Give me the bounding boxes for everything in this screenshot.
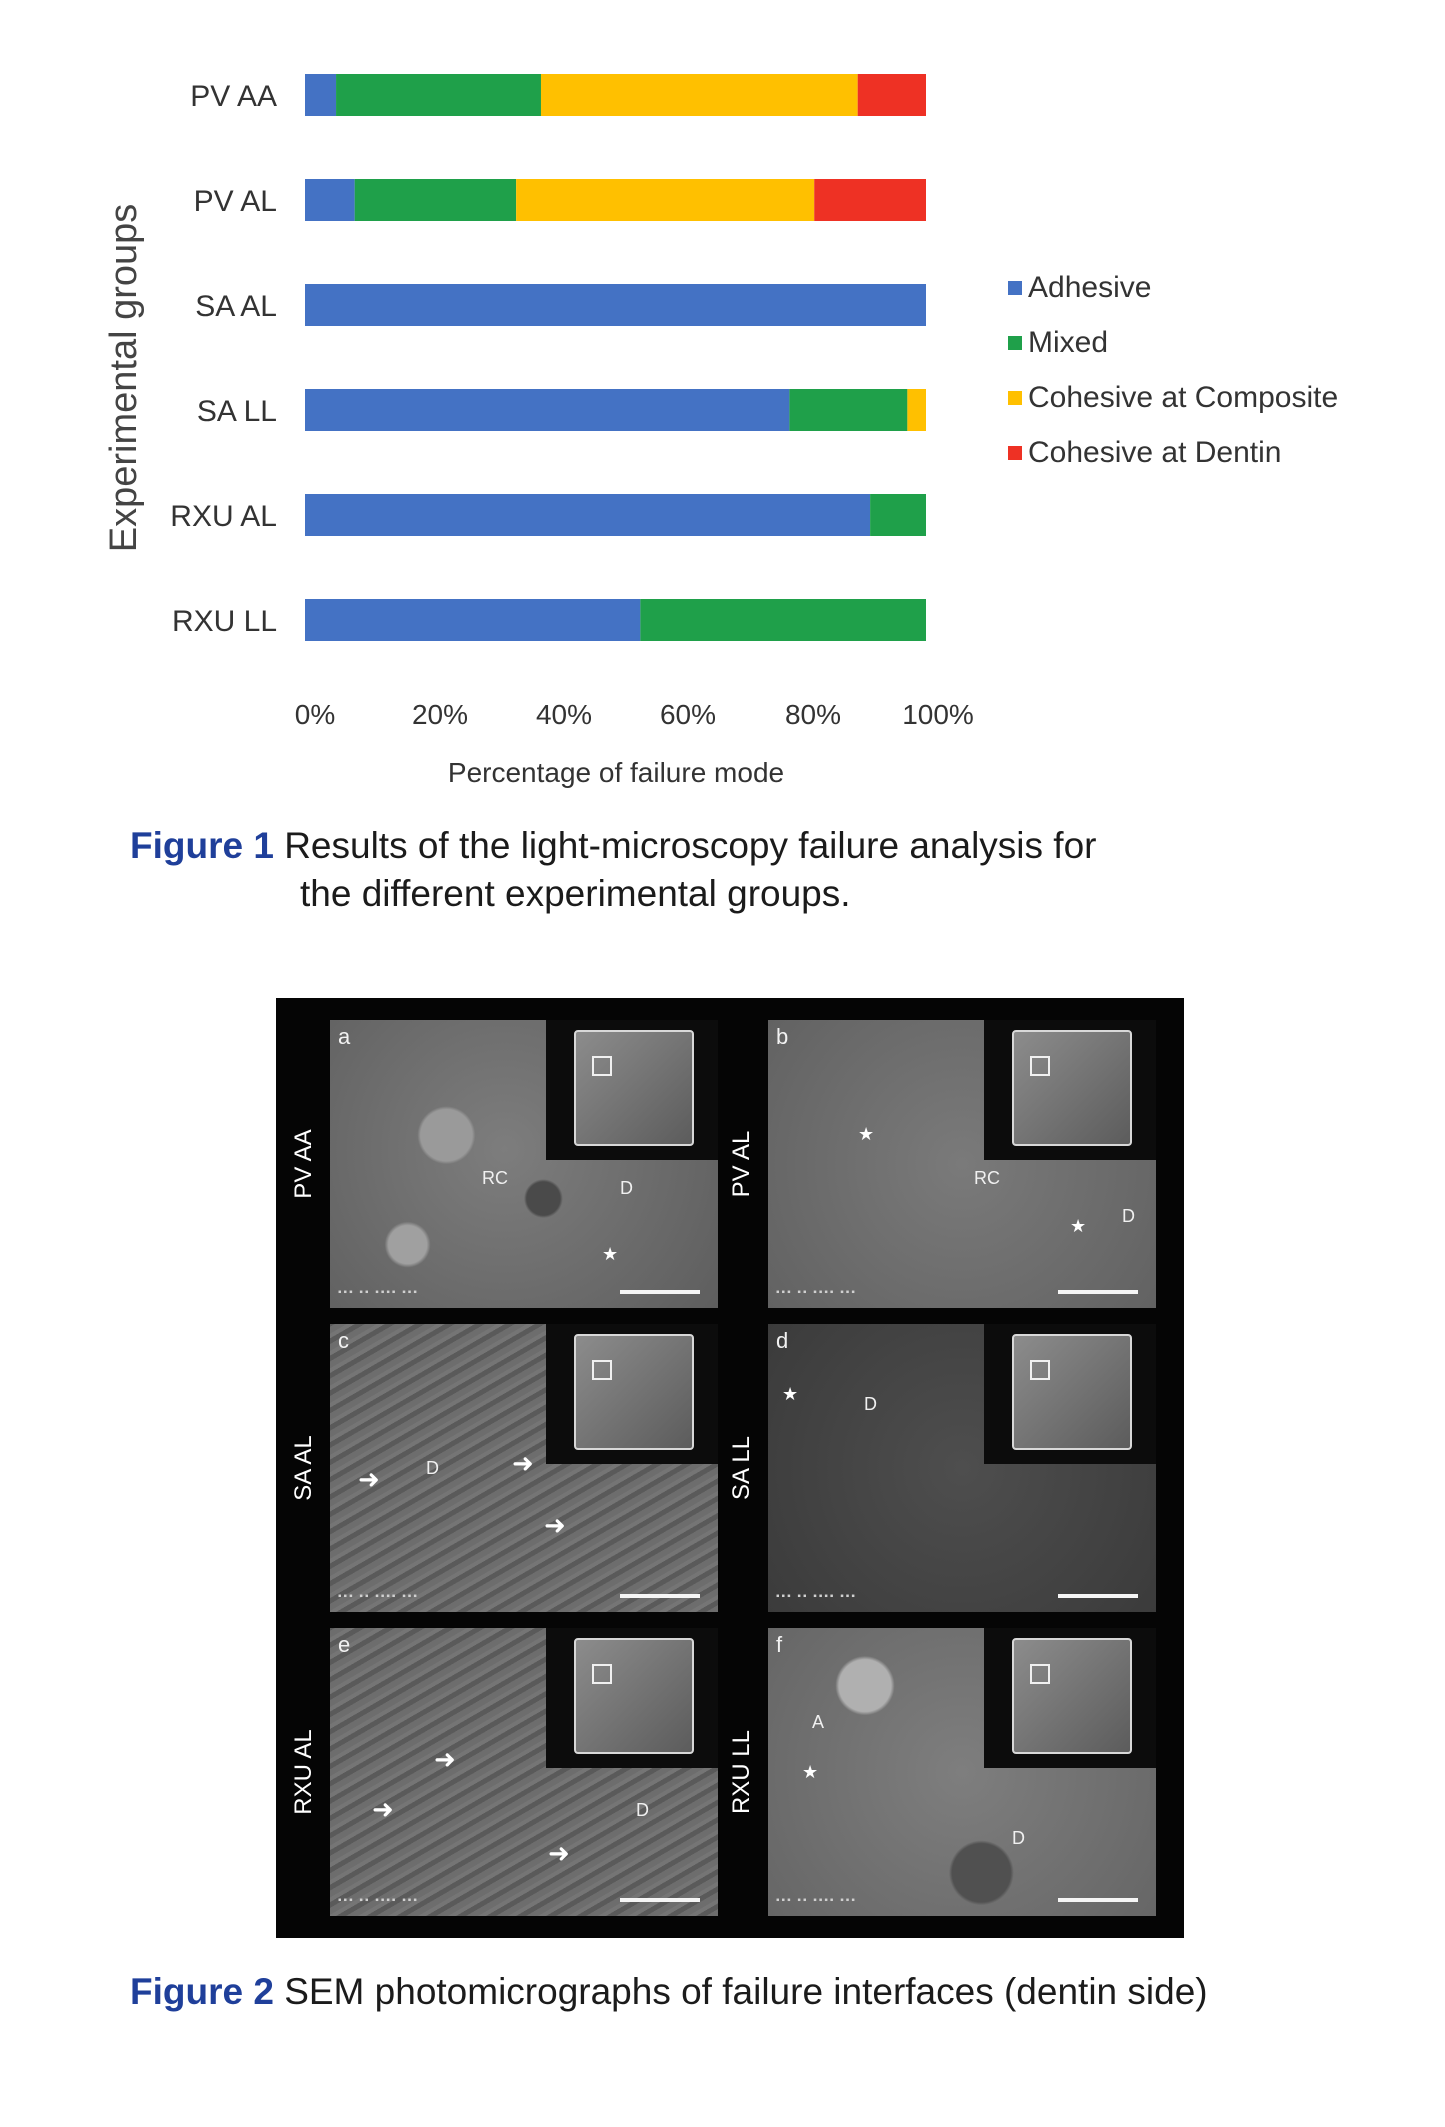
bar-segment xyxy=(305,599,640,641)
panel-letter: f xyxy=(776,1632,783,1657)
specimen-inset xyxy=(546,1020,718,1160)
region-label-d: D xyxy=(1012,1828,1025,1848)
scale-bar xyxy=(1058,1898,1138,1902)
legend-label: Cohesive at Composite xyxy=(1028,381,1339,414)
star-marker: ★ xyxy=(858,1124,875,1144)
bar-segment xyxy=(516,179,814,221)
legend-label: Mixed xyxy=(1028,326,1109,359)
category-label: PV AL xyxy=(193,185,277,218)
figure-1-caption xyxy=(130,822,1260,918)
category-label: RXU LL xyxy=(171,605,277,638)
category-label: SA AL xyxy=(195,290,277,323)
specimen-inset xyxy=(984,1324,1156,1464)
figure-1-caption-line1: Results of the light-microscopy failure analysis for xyxy=(284,825,1097,866)
specimen-inset xyxy=(546,1628,718,1768)
x-tick-label: 20% xyxy=(411,699,469,730)
scale-bar xyxy=(620,1594,700,1598)
sem-databar: ▪▪▪ ▪▪ ▪▪▪▪ ▪▪▪ xyxy=(776,1591,857,1602)
region-label-d: D xyxy=(620,1178,633,1198)
sem-panel-a xyxy=(330,1020,718,1308)
region-label-a: A xyxy=(812,1712,825,1732)
panel-letter: e xyxy=(338,1632,351,1657)
bar-segment xyxy=(305,284,926,326)
y-axis-title: Experimental groups xyxy=(103,203,145,553)
arrow-marker: ➜ xyxy=(434,1744,456,1774)
sem-row-label-pv-aa: PV AA xyxy=(290,1129,317,1199)
sem-row-label-sa-al: SA AL xyxy=(290,1435,317,1501)
category-label: SA LL xyxy=(196,395,277,428)
x-tick-label: 60% xyxy=(659,699,717,730)
star-marker: ★ xyxy=(1070,1216,1087,1236)
star-marker: ★ xyxy=(802,1762,819,1782)
figure-1-label: Figure 1 xyxy=(130,825,274,866)
panel-letter: b xyxy=(776,1024,789,1049)
bar-segment xyxy=(305,389,789,431)
sem-databar: ▪▪▪ ▪▪ ▪▪▪▪ ▪▪▪ xyxy=(776,1895,857,1906)
sem-row-label-rxu-ll: RXU LL xyxy=(728,1729,755,1815)
arrow-marker: ➜ xyxy=(372,1794,394,1824)
legend-label: Cohesive at Dentin xyxy=(1028,436,1282,469)
specimen-inset xyxy=(984,1628,1156,1768)
sem-photomicrograph-figure xyxy=(276,998,1184,1938)
region-label-d: D xyxy=(1122,1206,1135,1226)
sem-panel-e xyxy=(330,1628,718,1916)
scale-bar xyxy=(620,1898,700,1902)
panel-letter: a xyxy=(338,1024,351,1049)
star-marker: ★ xyxy=(782,1384,799,1404)
star-marker: ★ xyxy=(602,1244,619,1264)
bar-segment xyxy=(858,74,926,116)
sem-panel-d xyxy=(768,1324,1156,1612)
bar-segment xyxy=(640,599,926,641)
scale-bar xyxy=(1058,1290,1138,1294)
specimen-inset xyxy=(984,1020,1156,1160)
sem-databar: ▪▪▪ ▪▪ ▪▪▪▪ ▪▪▪ xyxy=(338,1895,419,1906)
scale-bar xyxy=(620,1290,700,1294)
figure-2-label: Figure 2 xyxy=(130,1971,274,2012)
x-axis-title: Percentage of failure mode xyxy=(447,757,785,788)
failure-mode-chart xyxy=(0,0,1445,820)
region-label-d: D xyxy=(426,1458,439,1478)
figure-2-caption-text: SEM photomicrographs of failure interfaces (dentin side) xyxy=(284,1971,1208,2012)
sem-panel-c xyxy=(330,1324,718,1612)
sem-panel-f xyxy=(768,1628,1156,1916)
bar-segment xyxy=(541,74,858,116)
arrow-marker: ➜ xyxy=(512,1448,534,1478)
region-label-d: D xyxy=(636,1800,649,1820)
sem-databar: ▪▪▪ ▪▪ ▪▪▪▪ ▪▪▪ xyxy=(338,1287,419,1298)
legend-label: Adhesive xyxy=(1028,271,1152,304)
sem-row-label-pv-al: PV AL xyxy=(728,1130,755,1198)
bar-segment xyxy=(789,389,907,431)
legend-swatch xyxy=(1008,336,1022,350)
arrow-marker: ➜ xyxy=(358,1464,380,1494)
arrow-marker: ➜ xyxy=(548,1838,570,1868)
category-label: RXU AL xyxy=(170,500,277,533)
figure-2-caption xyxy=(130,1968,1390,2016)
panel-letter: c xyxy=(338,1328,349,1353)
panel-letter: d xyxy=(776,1328,789,1353)
bar-segment xyxy=(305,494,870,536)
region-label-rc: RC xyxy=(482,1168,508,1188)
x-tick-label: 0% xyxy=(294,699,336,730)
bar-segment xyxy=(814,179,926,221)
bar-segment xyxy=(870,494,926,536)
legend-swatch xyxy=(1008,281,1022,295)
category-label: PV AA xyxy=(190,80,277,113)
bar-segment xyxy=(305,179,355,221)
region-label-rc: RC xyxy=(974,1168,1000,1188)
sem-row-label-rxu-al: RXU AL xyxy=(290,1729,317,1815)
bar-segment xyxy=(336,74,541,116)
sem-panel-b xyxy=(768,1020,1156,1308)
bar-segment xyxy=(907,389,926,431)
x-tick-label: 80% xyxy=(784,699,842,730)
region-label-d: D xyxy=(864,1394,877,1414)
sem-row-label-sa-ll: SA LL xyxy=(728,1435,755,1501)
specimen-inset xyxy=(546,1324,718,1464)
arrow-marker: ➜ xyxy=(544,1510,566,1540)
figure-1-caption-line2: the different experimental groups. xyxy=(300,873,851,914)
sem-databar: ▪▪▪ ▪▪ ▪▪▪▪ ▪▪▪ xyxy=(338,1591,419,1602)
x-tick-label: 100% xyxy=(902,699,974,730)
scale-bar xyxy=(1058,1594,1138,1598)
sem-databar: ▪▪▪ ▪▪ ▪▪▪▪ ▪▪▪ xyxy=(776,1287,857,1298)
bar-segment xyxy=(355,179,516,221)
x-tick-label: 40% xyxy=(535,699,593,730)
legend-swatch xyxy=(1008,446,1022,460)
legend-swatch xyxy=(1008,391,1022,405)
bar-segment xyxy=(305,74,336,116)
